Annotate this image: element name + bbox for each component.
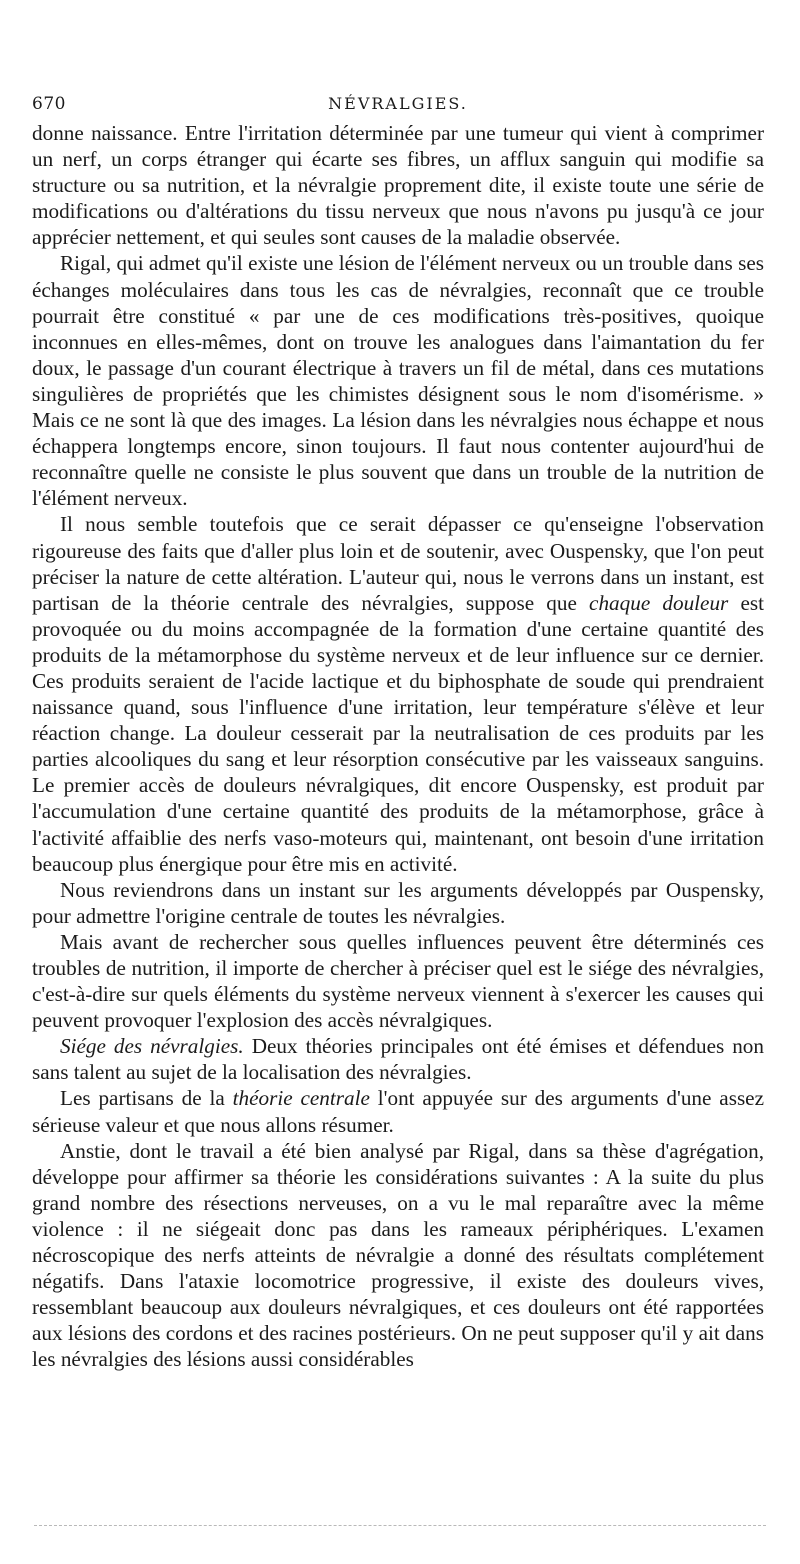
- body-text: [32, 120, 764, 1373]
- footer-dashed-rule: [34, 1525, 766, 1526]
- paragraph-ouspensky-text-2: est provoquée ou du moins accompagnée de la formation d'une certaine quantité des produits de la métamorphose du système nerveux et de leur influence sur ce dernier. Ces produits seraient de l'acide lactique et du biphosphate de soude qui prendraient naissance quand, sous l'influence d'une irritation, leur température s'élève et leur réaction change. La douleur cesserait par la neutralisation de ces produits par les parties alcooliques du sang et leur résorption consécutive par les vaisseaux sanguins. Le premier accès de douleurs névralgiques, dit encore Ouspensky, est produit par l'accumulation d'une certaine quantité des produits de la métamorphose, grâce à l'activité affaiblie des nerfs vaso-moteurs qui, maintenant, ont besoin d'une irritation beaucoup plus énergique pour être mis en activité.: [32, 590, 764, 876]
- paragraph-theorie-centrale-text-1: Les partisans de la: [60, 1086, 233, 1111]
- paragraph-theorie-centrale: [32, 1085, 764, 1137]
- italic-phrase-chaque-douleur: chaque douleur: [589, 590, 729, 615]
- paragraph-ouspensky: [32, 511, 764, 876]
- paragraph-anstie: Anstie, dont le travail a été bien analysé par Rigal, dans sa thèse d'agrégation, développe pour affirmer sa théorie les considérations suivantes : A la suite du plus grand nombre des résections nerveuses, on a vu le mal reparaître avec la même violence : il ne siégeait donc pas dans les rameaux périphériques. L'examen nécroscopique des nerfs atteints de névralgie a donné des résultats complétement négatifs. Dans l'ataxie locomotrice progressive, il existe des douleurs vives, ressemblant beaucoup aux douleurs névralgiques, et ces douleurs ont été rapportées aux lésions des cordons et des racines postérieurs. On ne peut supposer qu'il y ait dans les névralgies des lésions aussi considérables: [32, 1138, 764, 1372]
- paragraph-siege: [32, 1033, 764, 1085]
- page-number: 670: [32, 94, 66, 114]
- paragraph-siege-text: Deux théories principales ont été émises et défendues non sans talent au sujet de la localisation des névralgies.: [32, 1034, 764, 1085]
- paragraph-ouspensky-text-1: Il nous semble toutefois que ce serait dépasser ce qu'enseigne l'observation rigoureuse des faits que d'aller plus loin et de soutenir, avec Ouspensky, que l'on peut préciser la nature de cette altération. L'auteur qui, nous le verrons dans un instant, est partisan de la théorie centrale des névralgies, suppose que: [32, 512, 764, 615]
- paragraph-mais-avant: Mais avant de rechercher sous quelles influences peuvent être déterminés ces troubles de nutrition, il importe de chercher à préciser quel est le siége des névralgies, c'est-à-dire sur quels éléments du système nerveux viennent à s'exercer les causes qui peuvent provoquer l'explosion des accès névralgiques.: [32, 929, 764, 1033]
- paragraph-nous-reviendrons: Nous reviendrons dans un instant sur les arguments développés par Ouspensky, pour admettre l'origine centrale de toutes les névralgies.: [32, 877, 764, 928]
- running-head: [32, 92, 764, 120]
- page: [32, 92, 764, 1373]
- paragraph-rigal: Rigal, qui admet qu'il existe une lésion de l'élément nerveux ou un trouble dans ses échanges moléculaires dans tous les cas de névralgies, reconnaît que ce trouble pourrait être constitué « par une de ces modifications très-positives, quoique inconnues en elles-mêmes, dont on trouve les analogues dans l'aimantation du fer doux, le passage d'un courant électrique à travers un fil de métal, dans ces mutations singulières de propriétés que les chimistes désignent sous le nom d'isomérisme. » Mais ce ne sont là que des images. La lésion dans les névralgies nous échappe et nous échappera longtemps encore, sinon toujours. Il faut nous contenter aujourd'hui de reconnaître quelle ne consiste le plus souvent que dans un trouble de la nutrition de l'élément nerveux.: [32, 251, 764, 511]
- section-heading-siege-des-nevralgies: Siége des névralgies.: [60, 1034, 244, 1059]
- running-title: NÉVRALGIES.: [328, 94, 468, 113]
- italic-phrase-theorie-centrale: théorie centrale: [232, 1086, 370, 1111]
- paragraph-continuation: donne naissance. Entre l'irritation déterminée par une tumeur qui vient à comprimer un nerf, un corps étranger qui écarte ses fibres, un afflux sanguin qui modifie sa structure ou sa nutrition, et la névralgie proprement dite, il existe toute une série de modifications ou d'altérations du tissu nerveux que nous n'avons pu jusqu'à ce jour apprécier nettement, et qui seules sont causes de la maladie observée.: [32, 121, 764, 250]
- paragraph-theorie-centrale-text-2: l'ont appuyée sur des arguments d'une assez sérieuse valeur et que nous allons résumer.: [32, 1086, 764, 1137]
